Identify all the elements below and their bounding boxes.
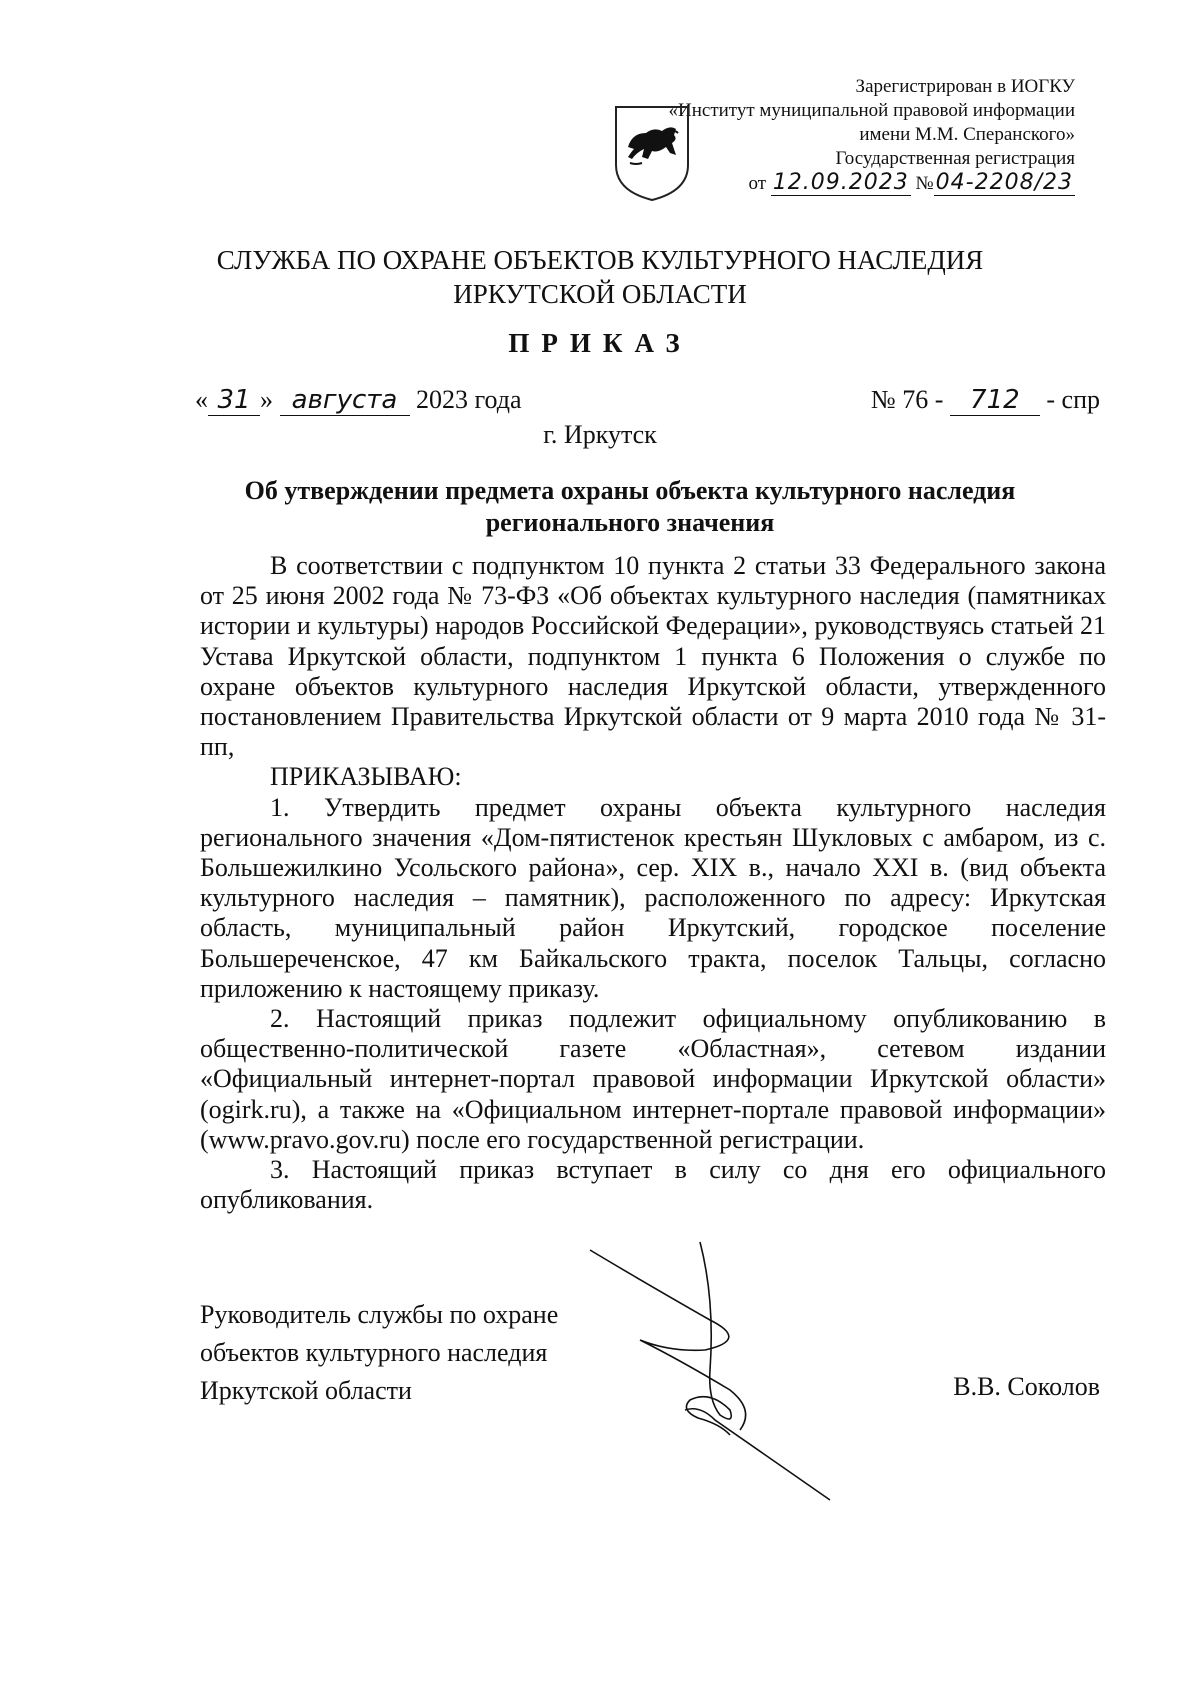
date-open-quote: « bbox=[195, 385, 208, 414]
order-date bbox=[195, 385, 522, 416]
registration-line-2: «Институт муниципальной правовой информации bbox=[668, 100, 1075, 121]
order-title: ПРИКАЗ bbox=[508, 328, 692, 358]
signer-name: В.В. Соколов bbox=[953, 1372, 1100, 1401]
registration-number: 04-2208/23 bbox=[935, 170, 1073, 195]
order-number-prefix: № 76 - bbox=[870, 385, 944, 414]
registration-line-1: Зарегистрирован в ИОГКУ bbox=[855, 76, 1075, 97]
agency-line-1: СЛУЖБА ПО ОХРАНЕ ОБЪЕКТОВ КУЛЬТУРНОГО НАСЛЕДИЯ bbox=[216, 245, 984, 275]
signer-title bbox=[200, 1296, 558, 1410]
order-directive-word: ПРИКАЗЫВАЮ: bbox=[270, 762, 462, 792]
order-preamble: В соответствии с подпунктом 10 пункта 2 статьи 33 Федерального закона от 25 июня 2002 года № 73-ФЗ «Об объектах культурного наследия (памятниках истории и культуры) народов Российской Федерации», руководствуясь статьей 21 Устава Иркутской области, подпунктом 1 пункта 6 Положения о службе по охране объектов культурного наследия Иркутской области, утвержденного постановлением Правительства Иркутской области от 9 марта 2010 года № 31-пп, bbox=[200, 551, 1106, 762]
date-day: 31 bbox=[208, 385, 260, 416]
agency-heading bbox=[0, 243, 1200, 311]
order-number-suffix: - спр bbox=[1046, 385, 1100, 414]
subject-line-2: регионального значения bbox=[485, 508, 775, 537]
order-subject bbox=[180, 475, 1080, 539]
registration-line-4: Государственная регистрация bbox=[835, 148, 1075, 169]
signer-title-line-2: объектов культурного наследия bbox=[200, 1338, 548, 1367]
signature-image bbox=[580, 1240, 910, 1520]
date-month: августа bbox=[280, 385, 410, 416]
registration-number-prefix: № bbox=[915, 173, 934, 194]
agency-line-2: ИРКУТСКОЙ ОБЛАСТИ bbox=[453, 279, 747, 309]
date-year: 2023 года bbox=[416, 385, 522, 414]
order-city: г. Иркутск bbox=[543, 420, 657, 449]
registration-date-prefix: от bbox=[748, 173, 767, 194]
order-number bbox=[871, 385, 1100, 416]
order-item-1: 1. Утвердить предмет охраны объекта культурного наследия регионального значения «Дом-пятистенок крестьян Шукловых с амбаром, из с. Большежилкино Усольского района», сер. XIX в., начало XXI в. (вид объекта культурного наследия – памятник), расположенного по адресу: Иркутская область, муниципальный район Иркутский, городское поселение Большереченское, 47 км Байкальского тракта, поселок Тальцы, согласно приложению к настоящему приказу. bbox=[200, 792, 1106, 1003]
order-body bbox=[200, 551, 1106, 1215]
irkutsk-coat-of-arms-icon bbox=[612, 103, 692, 203]
signer-title-line-1: Руководитель службы по охране bbox=[200, 1300, 559, 1329]
date-close-quote: » bbox=[260, 385, 273, 414]
registration-date: 12.09.2023 bbox=[772, 170, 909, 195]
subject-line-1: Об утверждении предмета охраны объекта культурного наследия bbox=[244, 476, 1016, 505]
registration-line-3: имени М.М. Сперанского» bbox=[859, 124, 1075, 145]
order-item-2: 2. Настоящий приказ подлежит официальному опубликованию в общественно-политической газете «Областная», сетевом издании «Официальный интернет-портал правовой информации Иркутской области» (ogirk.ru), а также на «Официальном интернет-портале правовой информации» (www.pravo.gov.ru) после его государственной регистрации. bbox=[200, 1004, 1106, 1154]
order-number-value: 712 bbox=[950, 385, 1040, 416]
order-item-3: 3. Настоящий приказ вступает в силу со дня его официального опубликования. bbox=[200, 1155, 1106, 1215]
signer-title-line-3: Иркутской области bbox=[200, 1376, 412, 1405]
